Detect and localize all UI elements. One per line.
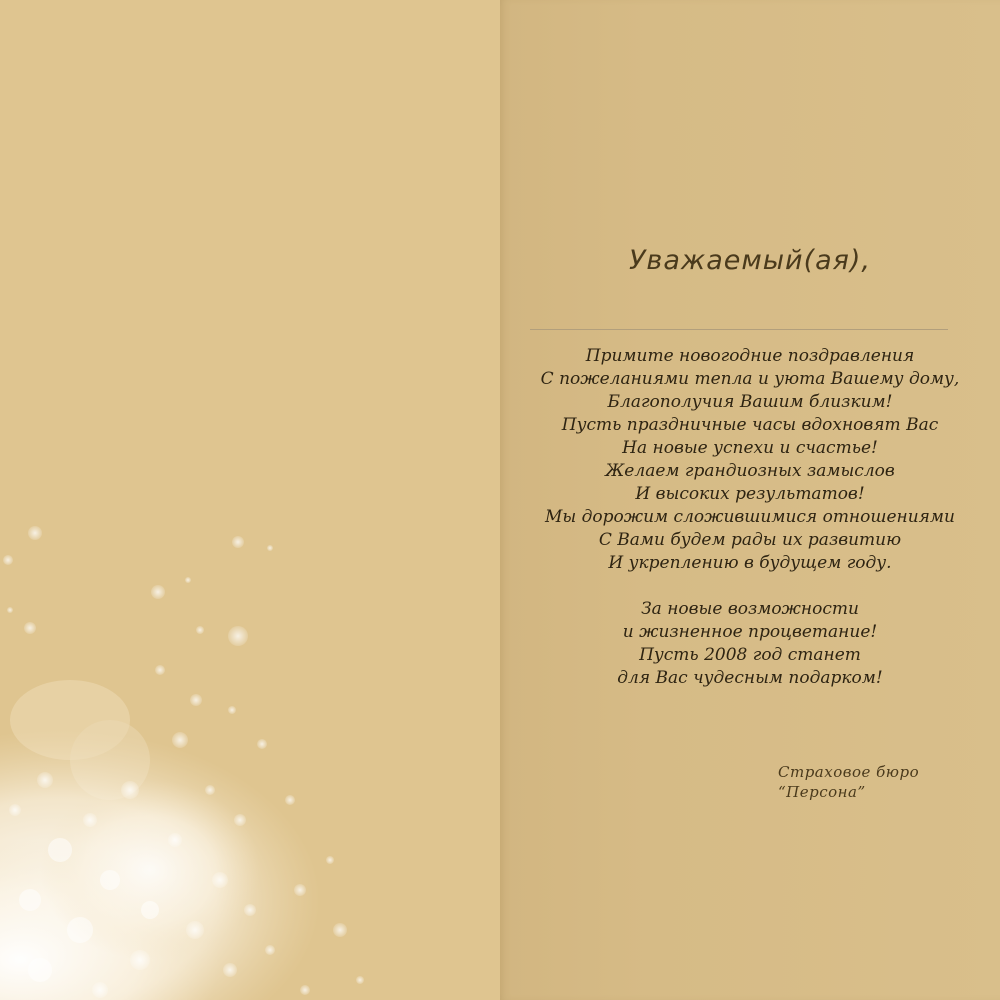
- right-page: [500, 0, 1000, 1000]
- verse-line: Мы дорожим сложившимися отношениями: [545, 507, 955, 527]
- stanza-gap: [500, 575, 1000, 598]
- verse-line: Примите новогодние поздравления: [585, 346, 915, 366]
- verse-line: За новые возможности: [641, 599, 859, 619]
- verse-line: С Вами будем рады их развитию: [598, 530, 902, 550]
- verse-line: И высоких результатов!: [635, 484, 865, 504]
- verse-line: На новые успехи и счастье!: [622, 438, 878, 458]
- verse-line: Пусть 2008 год станет: [639, 645, 861, 665]
- verse-line: для Вас чудесным подарком!: [617, 668, 883, 688]
- verse-line: Пусть праздничные часы вдохновят Вас: [561, 415, 939, 435]
- signature-company: Страховое бюро: [778, 763, 920, 781]
- signature: [778, 762, 919, 802]
- greeting-heading: Уважаемый(ая),: [628, 245, 872, 276]
- poem: [500, 345, 1000, 690]
- verse-line: Желаем грандиозных замыслов: [605, 461, 895, 481]
- signature-name: “Персона”: [778, 783, 866, 801]
- verse-line: С пожеланиями тепла и уюта Вашему дому,: [540, 369, 960, 389]
- verse-line: И укреплению в будущем году.: [608, 553, 892, 573]
- divider: [530, 329, 948, 330]
- verse-line: и жизненное процветание!: [622, 622, 878, 642]
- verse-line: Благополучия Вашим близким!: [607, 392, 893, 412]
